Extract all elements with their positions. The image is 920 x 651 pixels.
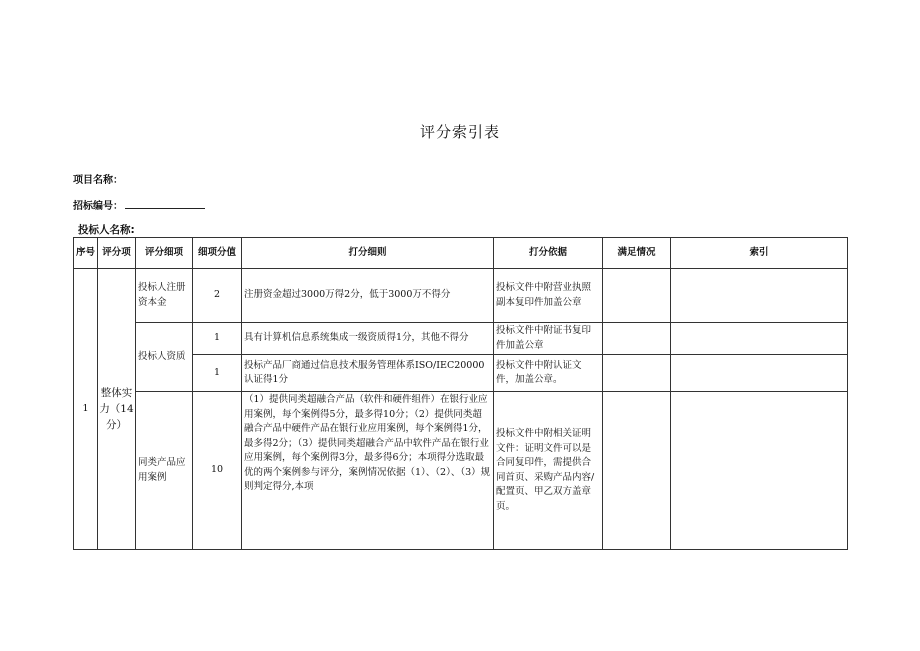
- row-score: 10: [193, 392, 242, 550]
- header-reference: 索引: [671, 238, 848, 269]
- row-basis: 投标文件中附证书复印件加盖公章: [494, 323, 603, 355]
- header-compliance: 满足情况: [603, 238, 671, 269]
- table-header-row: [74, 238, 848, 269]
- header-category: 评分项: [98, 238, 136, 269]
- row-rule: 具有计算机信息系统集成一级资质得1分，其他不得分: [242, 323, 494, 355]
- row-item: 投标人资质: [136, 323, 193, 392]
- bidder-name-field: [78, 222, 135, 237]
- header-rule: 打分细则: [242, 238, 494, 269]
- page-title: 评分索引表: [419, 123, 500, 141]
- row-reference[interactable]: [671, 355, 848, 392]
- row-score: 2: [193, 269, 242, 323]
- table-row: [74, 392, 848, 550]
- bid-number-field: [73, 197, 205, 212]
- row-score: 1: [193, 355, 242, 392]
- row-rule: 注册资金超过3000万得2分，低于3000万不得分: [242, 269, 494, 323]
- row-item: 投标人注册资本金: [136, 269, 193, 323]
- row-index: 1: [74, 269, 98, 550]
- score-index-table: [73, 237, 848, 550]
- row-rule: 投标产品厂商通过信息技术服务管理体系ISO/IEC20000认证得1分: [242, 355, 494, 392]
- project-name-label: 项目名称：: [73, 175, 123, 186]
- bidder-name-label: 投标人名称:: [78, 224, 135, 236]
- table-row: [74, 269, 848, 323]
- row-compliance[interactable]: [603, 392, 671, 550]
- table-row: [74, 323, 848, 355]
- row-basis: 投标文件中附认证文件，加盖公章。: [494, 355, 603, 392]
- header-basis: 打分依据: [494, 238, 603, 269]
- row-reference[interactable]: [671, 392, 848, 550]
- row-reference[interactable]: [671, 323, 848, 355]
- row-compliance[interactable]: [603, 323, 671, 355]
- row-item: 同类产品应用案例: [136, 392, 193, 550]
- header-score: 细项分值: [193, 238, 242, 269]
- project-name-field: [73, 171, 123, 186]
- row-compliance[interactable]: [603, 269, 671, 323]
- row-category: 整体实力（14分）: [98, 269, 136, 550]
- header-index: 序号: [74, 238, 98, 269]
- row-compliance[interactable]: [603, 355, 671, 392]
- row-rule: （1）提供同类超融合产品（软件和硬件组件）在银行业应用案例，每个案例得5分，最多得10分；（2）提供同类超融合产品中硬件产品在银行业应用案例，每个案例得1分，最多得2分；（3）提供同类超融合产品中软件产品在银行业应用案例，每个案例得3分，最多得6分；本项得分选取最优的两个案例参与评分，案例情况依据（1）、（2）、（3）规则判定得分,本项: [242, 392, 494, 550]
- bid-number-label: 招标编号：: [73, 201, 123, 212]
- row-reference[interactable]: [671, 269, 848, 323]
- bid-number-blank: [125, 199, 205, 209]
- row-score: 1: [193, 323, 242, 355]
- row-basis: 投标文件中附营业执照副本复印件加盖公章: [494, 269, 603, 323]
- header-item: 评分细项: [136, 238, 193, 269]
- row-basis: 投标文件中附相关证明文件：证明文件可以是合同复印件，需提供合同首页、采购产品内容/配置页、甲乙双方盖章页。: [494, 392, 603, 550]
